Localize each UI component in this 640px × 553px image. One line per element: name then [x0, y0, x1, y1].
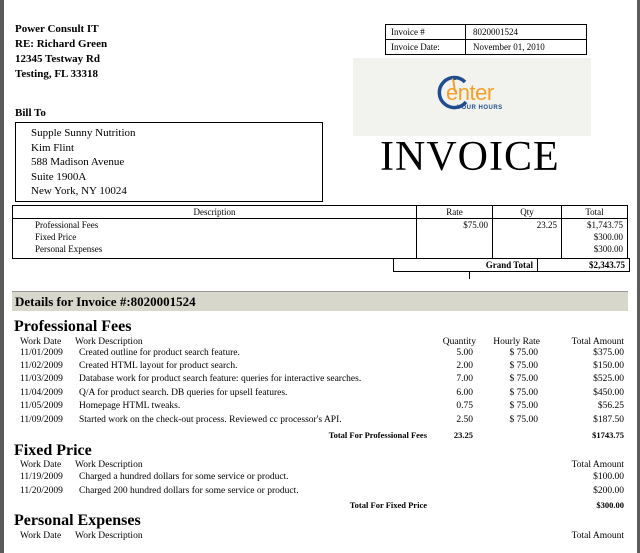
pf-header-date: Work Date [20, 337, 62, 347]
pf-total-amount: $1743.75 [592, 430, 624, 440]
pf-amount: $375.00 [593, 348, 624, 358]
grand-total-label: Grand Total [394, 259, 538, 271]
pf-date: 11/02/2009 [20, 361, 63, 371]
pf-desc: Created outline for product search feature. [79, 348, 240, 358]
invoice-number: 8020001524 [473, 27, 518, 37]
invoice-number-label: Invoice # [386, 25, 466, 39]
pf-desc: Started work on the check-out process. Reviewed cc processor's API. [79, 415, 342, 425]
pf-amount: $525.00 [593, 374, 624, 384]
company-logo [353, 58, 591, 136]
pf-qty: 0.75 [456, 401, 473, 411]
pf-desc: Homepage HTML tweaks. [79, 401, 181, 411]
sender-attention: RE: Richard Green [15, 38, 108, 50]
pf-amount: $450.00 [593, 388, 624, 398]
pf-header-amount: Total Amount [571, 337, 624, 347]
pe-header-date: Work Date [20, 531, 62, 541]
pe-header-desc: Work Description [75, 531, 143, 541]
bill-to-line: Supple Sunny Nutrition [31, 127, 136, 139]
col-total: Total [562, 206, 628, 219]
pf-rate: $ 75.00 [509, 374, 538, 384]
fp-total-amount: $300.00 [596, 500, 624, 510]
pf-qty: 2.00 [456, 361, 473, 371]
pf-qty: 5.00 [456, 348, 473, 358]
fp-header-date: Work Date [20, 460, 62, 470]
logo-word: enter [446, 80, 494, 105]
bill-to-line: Kim Flint [31, 141, 75, 154]
pf-date: 11/09/2009 [20, 415, 63, 425]
bill-to-line: New York, NY 10024 [31, 185, 127, 197]
sender-street: 12345 Testway Rd [15, 53, 100, 65]
fp-total-label: Total For Fixed Price [349, 500, 427, 510]
fp-amount: $200.00 [593, 486, 624, 496]
pf-rate: $ 75.00 [509, 361, 538, 371]
col-rate: Rate [417, 206, 493, 219]
fp-desc: Charged a hundred dollars for some service or product. [79, 472, 289, 482]
page-left-edge [0, 0, 4, 553]
pe-header-amount: Total Amount [571, 531, 624, 541]
section-title-fixed-price: Fixed Price [14, 442, 92, 459]
col-qty: Qty [493, 206, 562, 219]
summary-header-row [13, 206, 628, 219]
pf-rate: $ 75.00 [509, 348, 538, 358]
table-row [13, 231, 628, 243]
bill-to-address [15, 122, 323, 202]
row-description: Professional Fees [13, 219, 417, 232]
row-qty [493, 231, 562, 243]
pf-date: 11/04/2009 [20, 388, 63, 398]
pf-amount: $187.50 [593, 415, 624, 425]
sender-city: Testing, FL 33318 [15, 68, 99, 80]
invoice-date: November 01, 2010 [473, 42, 545, 52]
row-rate [417, 243, 493, 259]
fp-date: 11/20/2009 [20, 486, 63, 496]
row-description: Fixed Price [13, 231, 417, 243]
fp-header-amount: Total Amount [571, 460, 624, 470]
row-total: $1,743.75 [562, 219, 628, 232]
bill-to-line: 588 Madison Avenue [31, 156, 125, 168]
logo-tagline: YOUR HOURS [457, 105, 503, 111]
pf-qty: 6.00 [456, 388, 473, 398]
bill-to-label: Bill To [15, 107, 46, 119]
pf-qty: 7.00 [456, 374, 473, 384]
pf-date: 11/03/2009 [20, 374, 63, 384]
invoice-title: INVOICE [380, 134, 560, 180]
pf-total-label: Total For Professional Fees [328, 430, 427, 440]
row-total: $300.00 [562, 243, 628, 259]
pf-desc: Database work for product search feature: queries for interactive searches. [79, 374, 362, 384]
summary-table [12, 205, 628, 259]
pf-header-rate: Hourly Rate [493, 337, 540, 347]
pf-amount: $56.25 [597, 401, 624, 411]
row-rate: $75.00 [417, 219, 493, 232]
table-row [13, 243, 628, 259]
pf-date: 11/01/2009 [20, 348, 63, 358]
section-title-personal-expenses: Personal Expenses [14, 512, 141, 529]
pf-desc: Q/A for product search. DB queries for upsell features. [79, 388, 288, 398]
pf-date: 11/05/2009 [20, 401, 63, 411]
col-description: Description [13, 206, 417, 219]
invoice-info-box [385, 24, 587, 55]
pf-total-qty: 23.25 [453, 430, 473, 440]
sender-address [15, 22, 107, 82]
invoice-date-label: Invoice Date: [386, 40, 466, 54]
fp-header-desc: Work Description [75, 460, 143, 470]
pf-rate: $ 75.00 [509, 388, 538, 398]
bill-to-line: Suite 1900A [31, 170, 87, 183]
grand-total-value: $2,343.75 [589, 260, 625, 270]
pf-header-qty: Quantity [442, 337, 476, 347]
pf-rate: $ 75.00 [509, 415, 538, 425]
row-qty [493, 243, 562, 259]
pf-header-desc: Work Description [75, 337, 143, 347]
table-row [13, 219, 628, 232]
fp-amount: $100.00 [593, 472, 624, 482]
pf-amount: $150.00 [593, 361, 624, 371]
fp-date: 11/19/2009 [20, 472, 63, 482]
divider [469, 271, 470, 279]
row-rate [417, 231, 493, 243]
fp-desc: Charged 200 hundred dollars for some service or product. [79, 486, 299, 496]
details-heading: Details for Invoice #:8020001524 [12, 291, 628, 311]
sender-company: Power Consult IT [15, 23, 99, 35]
row-total: $300.00 [562, 231, 628, 243]
row-description: Personal Expenses [13, 243, 417, 259]
pf-desc: Created HTML layout for product search. [79, 361, 238, 371]
row-qty: 23.25 [493, 219, 562, 232]
grand-total-row [393, 258, 630, 272]
pf-rate: $ 75.00 [509, 401, 538, 411]
pf-qty: 2.50 [456, 415, 473, 425]
section-title-professional-fees: Professional Fees [14, 318, 132, 335]
